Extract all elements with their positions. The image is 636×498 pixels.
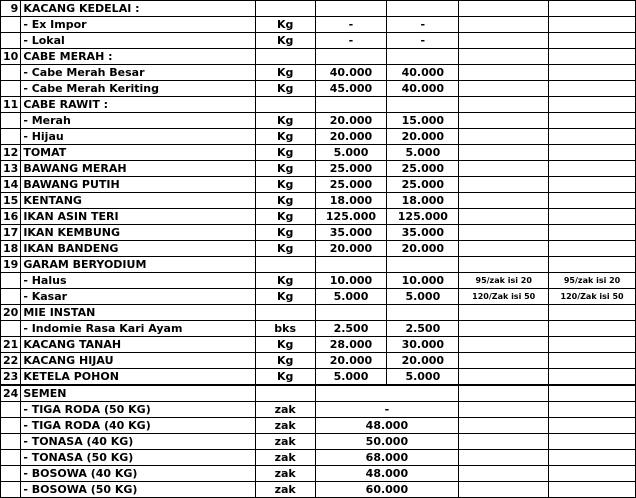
price-cell-1[interactable]: 10.000 [315,273,387,289]
note-cell-2[interactable] [549,33,636,49]
unit-cell[interactable]: Kg [255,209,315,225]
price-cell-2[interactable]: 18.000 [387,193,459,209]
note-cell-2[interactable] [549,193,636,209]
table-row [1,65,636,81]
unit-cell[interactable]: Kg [255,273,315,289]
unit-cell[interactable]: Kg [255,193,315,209]
table-row [1,97,636,113]
row-number-cell[interactable]: 12 [1,145,21,161]
unit-cell[interactable]: Kg [255,81,315,97]
row-number-cell[interactable] [1,17,21,33]
price-cell-1[interactable]: - [315,33,387,49]
table-row [1,193,636,209]
note-cell-1[interactable] [459,482,549,498]
note-cell-1[interactable]: 120/Zak isi 50 [459,289,549,305]
note-cell-2[interactable] [549,129,636,145]
item-name-cell[interactable]: - Lokal [21,33,255,49]
note-cell-1[interactable] [459,402,549,418]
note-cell-2[interactable] [549,418,636,434]
note-cell-1[interactable] [459,65,549,81]
note-cell-1[interactable] [459,321,549,337]
unit-cell[interactable]: Kg [255,17,315,33]
note-cell-2[interactable] [549,241,636,257]
note-cell-2[interactable]: 95/zak isi 20 [549,273,636,289]
row-number-cell[interactable] [1,273,21,289]
row-number-cell[interactable] [1,402,21,418]
price-cell-1[interactable] [315,257,387,273]
note-cell-1[interactable] [459,225,549,241]
item-name-cell[interactable]: - TONASA (40 KG) [21,434,255,450]
note-cell-2[interactable] [549,225,636,241]
item-name-cell[interactable]: CABE RAWIT : [21,97,255,113]
table-row [1,321,636,337]
price-cell-1[interactable] [315,97,387,113]
item-name-cell[interactable]: SEMEN [21,385,255,402]
note-cell-2[interactable] [549,161,636,177]
price-cell-1[interactable]: 25.000 [315,161,387,177]
table-row [1,161,636,177]
unit-cell[interactable]: Kg [255,129,315,145]
table-row [1,81,636,97]
price-cell-2[interactable]: 20.000 [387,129,459,145]
table-row [1,225,636,241]
item-name-cell[interactable]: - Kasar [21,289,255,305]
merged-price-cell[interactable]: - [315,402,459,418]
note-cell-1[interactable] [459,369,549,386]
unit-cell[interactable]: Kg [255,65,315,81]
note-cell-2[interactable] [549,81,636,97]
item-name-cell[interactable]: - Hijau [21,129,255,145]
note-cell-1[interactable] [459,337,549,353]
note-cell-1[interactable] [459,1,549,17]
price-cell-1[interactable]: 20.000 [315,353,387,369]
table-row [1,289,636,305]
unit-cell[interactable] [255,1,315,17]
unit-cell[interactable]: Kg [255,337,315,353]
unit-cell[interactable] [255,257,315,273]
row-number-cell[interactable]: 13 [1,161,21,177]
table-row [1,385,636,402]
unit-cell[interactable]: zak [255,466,315,482]
item-name-cell[interactable]: - Ex Impor [21,17,255,33]
price-cell-2[interactable]: 125.000 [387,209,459,225]
note-cell-1[interactable] [459,434,549,450]
table-row [1,434,636,450]
price-cell-1[interactable]: 20.000 [315,113,387,129]
price-cell-2[interactable]: 5.000 [387,145,459,161]
note-cell-1[interactable] [459,17,549,33]
price-cell-1[interactable]: 18.000 [315,193,387,209]
row-number-cell[interactable]: 9 [1,1,21,17]
note-cell-2[interactable] [549,385,636,402]
price-cell-1[interactable]: 20.000 [315,129,387,145]
table-row [1,337,636,353]
row-number-cell[interactable] [1,81,21,97]
note-cell-2[interactable] [549,337,636,353]
row-number-cell[interactable] [1,65,21,81]
unit-cell[interactable]: Kg [255,145,315,161]
item-name-cell[interactable]: - Cabe Merah Keriting [21,81,255,97]
price-cell-1[interactable]: 5.000 [315,289,387,305]
table-row [1,305,636,321]
note-cell-2[interactable]: 120/Zak isi 50 [549,289,636,305]
price-cell-2[interactable]: 25.000 [387,177,459,193]
table-row [1,257,636,273]
note-cell-1[interactable] [459,145,549,161]
note-cell-1[interactable] [459,466,549,482]
unit-cell[interactable]: zak [255,402,315,418]
item-name-cell[interactable]: - Cabe Merah Besar [21,65,255,81]
table-row [1,1,636,17]
item-name-cell[interactable]: TOMAT [21,145,255,161]
unit-cell[interactable]: zak [255,434,315,450]
note-cell-1[interactable] [459,97,549,113]
unit-cell[interactable]: bks [255,321,315,337]
table-row [1,33,636,49]
note-cell-1[interactable] [459,49,549,65]
unit-cell[interactable]: Kg [255,33,315,49]
note-cell-1[interactable] [459,129,549,145]
merged-price-cell[interactable]: 50.000 [315,434,459,450]
unit-cell[interactable]: Kg [255,161,315,177]
table-row [1,482,636,498]
price-cell-2[interactable]: 20.000 [387,353,459,369]
note-cell-2[interactable] [549,145,636,161]
note-cell-1[interactable] [459,209,549,225]
row-number-cell[interactable] [1,466,21,482]
item-name-cell[interactable]: BAWANG PUTIH [21,177,255,193]
unit-cell[interactable]: Kg [255,225,315,241]
price-cell-1[interactable]: 125.000 [315,209,387,225]
item-name-cell[interactable]: KACANG TANAH [21,337,255,353]
price-cell-2[interactable]: 20.000 [387,241,459,257]
row-number-cell[interactable] [1,418,21,434]
note-cell-1[interactable] [459,33,549,49]
note-cell-1[interactable] [459,353,549,369]
row-number-cell[interactable] [1,113,21,129]
item-name-cell[interactable]: - Merah [21,113,255,129]
note-cell-1[interactable]: 95/zak isi 20 [459,273,549,289]
note-cell-2[interactable] [549,482,636,498]
row-number-cell[interactable]: 10 [1,49,21,65]
price-cell-1[interactable]: 28.000 [315,337,387,353]
table-row [1,273,636,289]
row-number-cell[interactable] [1,450,21,466]
item-name-cell[interactable]: - TIGA RODA (40 KG) [21,418,255,434]
price-cell-2[interactable]: 30.000 [387,337,459,353]
note-cell-2[interactable] [549,17,636,33]
price-cell-2[interactable] [387,49,459,65]
price-cell-2[interactable]: 5.000 [387,289,459,305]
item-name-cell[interactable]: IKAN ASIN TERI [21,209,255,225]
note-cell-1[interactable] [459,193,549,209]
item-name-cell[interactable]: KACANG KEDELAI : [21,1,255,17]
unit-cell[interactable] [255,385,315,402]
item-name-cell[interactable]: IKAN KEMBUNG [21,225,255,241]
note-cell-2[interactable] [549,305,636,321]
price-cell-2[interactable]: 5.000 [387,369,459,386]
unit-cell[interactable]: Kg [255,113,315,129]
unit-cell[interactable]: Kg [255,353,315,369]
row-number-cell[interactable] [1,289,21,305]
table-row [1,145,636,161]
unit-cell[interactable] [255,97,315,113]
price-cell-2[interactable]: 35.000 [387,225,459,241]
table-row [1,241,636,257]
row-number-cell[interactable]: 22 [1,353,21,369]
note-cell-1[interactable] [459,385,549,402]
price-cell-2[interactable]: 40.000 [387,65,459,81]
note-cell-1[interactable] [459,418,549,434]
table-row [1,177,636,193]
row-number-cell[interactable] [1,482,21,498]
item-name-cell[interactable]: CABE MERAH : [21,49,255,65]
price-cell-1[interactable]: 20.000 [315,241,387,257]
price-cell-1[interactable]: 2.500 [315,321,387,337]
note-cell-2[interactable] [549,466,636,482]
row-number-cell[interactable]: 24 [1,385,21,402]
price-cell-2[interactable]: 10.000 [387,273,459,289]
table-row [1,466,636,482]
table-body [1,1,636,498]
unit-cell[interactable]: Kg [255,289,315,305]
note-cell-1[interactable] [459,81,549,97]
table-row [1,209,636,225]
note-cell-2[interactable] [549,369,636,386]
row-number-cell[interactable]: 17 [1,225,21,241]
row-number-cell[interactable]: 20 [1,305,21,321]
price-cell-1[interactable] [315,49,387,65]
item-name-cell[interactable]: - BOSOWA (50 KG) [21,482,255,498]
note-cell-2[interactable] [549,450,636,466]
note-cell-2[interactable] [549,65,636,81]
unit-cell[interactable]: zak [255,482,315,498]
note-cell-2[interactable] [549,177,636,193]
merged-price-cell[interactable]: 48.000 [315,418,459,434]
row-number-cell[interactable]: 19 [1,257,21,273]
item-name-cell[interactable]: - TONASA (50 KG) [21,450,255,466]
note-cell-2[interactable] [549,49,636,65]
unit-cell[interactable] [255,305,315,321]
unit-cell[interactable]: Kg [255,369,315,386]
price-cell-2[interactable] [387,1,459,17]
note-cell-1[interactable] [459,113,549,129]
merged-price-cell[interactable]: 68.000 [315,450,459,466]
price-cell-2[interactable]: - [387,33,459,49]
price-cell-1[interactable]: 5.000 [315,369,387,386]
table-row [1,49,636,65]
unit-cell[interactable]: zak [255,418,315,434]
price-cell-2[interactable] [387,257,459,273]
row-number-cell[interactable]: 16 [1,209,21,225]
row-number-cell[interactable] [1,129,21,145]
row-number-cell[interactable]: 21 [1,337,21,353]
note-cell-1[interactable] [459,305,549,321]
price-cell-1[interactable] [315,1,387,17]
price-cell-2[interactable]: 25.000 [387,161,459,177]
price-cell-2[interactable]: 40.000 [387,81,459,97]
item-name-cell[interactable]: MIE INSTAN [21,305,255,321]
merged-price-cell[interactable]: 48.000 [315,466,459,482]
item-name-cell[interactable]: KETELA POHON [21,369,255,386]
item-name-cell[interactable]: - Halus [21,273,255,289]
table-row [1,418,636,434]
merged-price-cell[interactable]: 60.000 [315,482,459,498]
note-cell-2[interactable] [549,434,636,450]
table-row [1,402,636,418]
note-cell-2[interactable] [549,353,636,369]
unit-cell[interactable]: Kg [255,177,315,193]
note-cell-1[interactable] [459,257,549,273]
row-number-cell[interactable]: 11 [1,97,21,113]
price-cell-1[interactable]: 40.000 [315,65,387,81]
row-number-cell[interactable]: 15 [1,193,21,209]
unit-cell[interactable]: zak [255,450,315,466]
item-name-cell[interactable]: IKAN BANDENG [21,241,255,257]
note-cell-1[interactable] [459,241,549,257]
table-row [1,129,636,145]
price-cell-1[interactable]: 5.000 [315,145,387,161]
note-cell-2[interactable] [549,402,636,418]
price-cell-2[interactable] [387,305,459,321]
price-cell-1[interactable]: - [315,17,387,33]
row-number-cell[interactable]: 18 [1,241,21,257]
note-cell-1[interactable] [459,161,549,177]
price-cell-2[interactable] [387,97,459,113]
price-cell-1[interactable] [315,305,387,321]
table-row [1,17,636,33]
price-cell-1[interactable]: 35.000 [315,225,387,241]
note-cell-2[interactable] [549,257,636,273]
note-cell-2[interactable] [549,209,636,225]
item-name-cell[interactable]: - Indomie Rasa Kari Ayam [21,321,255,337]
unit-cell[interactable]: Kg [255,241,315,257]
row-number-cell[interactable] [1,434,21,450]
note-cell-2[interactable] [549,1,636,17]
table-row [1,369,636,386]
price-cell-1[interactable]: 45.000 [315,81,387,97]
item-name-cell[interactable]: KACANG HIJAU [21,353,255,369]
item-name-cell[interactable]: - TIGA RODA (50 KG) [21,402,255,418]
item-name-cell[interactable]: BAWANG MERAH [21,161,255,177]
table-row [1,113,636,129]
row-number-cell[interactable]: 14 [1,177,21,193]
note-cell-2[interactable] [549,97,636,113]
table-row [1,353,636,369]
price-cell-1[interactable]: 25.000 [315,177,387,193]
note-cell-1[interactable] [459,177,549,193]
row-number-cell[interactable] [1,33,21,49]
row-number-cell[interactable]: 23 [1,369,21,386]
item-name-cell[interactable]: - BOSOWA (40 KG) [21,466,255,482]
note-cell-2[interactable] [549,321,636,337]
price-cell-2[interactable]: 15.000 [387,113,459,129]
price-cell-2[interactable]: 2.500 [387,321,459,337]
note-cell-1[interactable] [459,450,549,466]
merged-price-cell[interactable] [315,385,459,402]
note-cell-2[interactable] [549,113,636,129]
price-cell-2[interactable]: - [387,17,459,33]
item-name-cell[interactable]: GARAM BERYODIUM [21,257,255,273]
table-row [1,450,636,466]
item-name-cell[interactable]: KENTANG [21,193,255,209]
unit-cell[interactable] [255,49,315,65]
row-number-cell[interactable] [1,321,21,337]
